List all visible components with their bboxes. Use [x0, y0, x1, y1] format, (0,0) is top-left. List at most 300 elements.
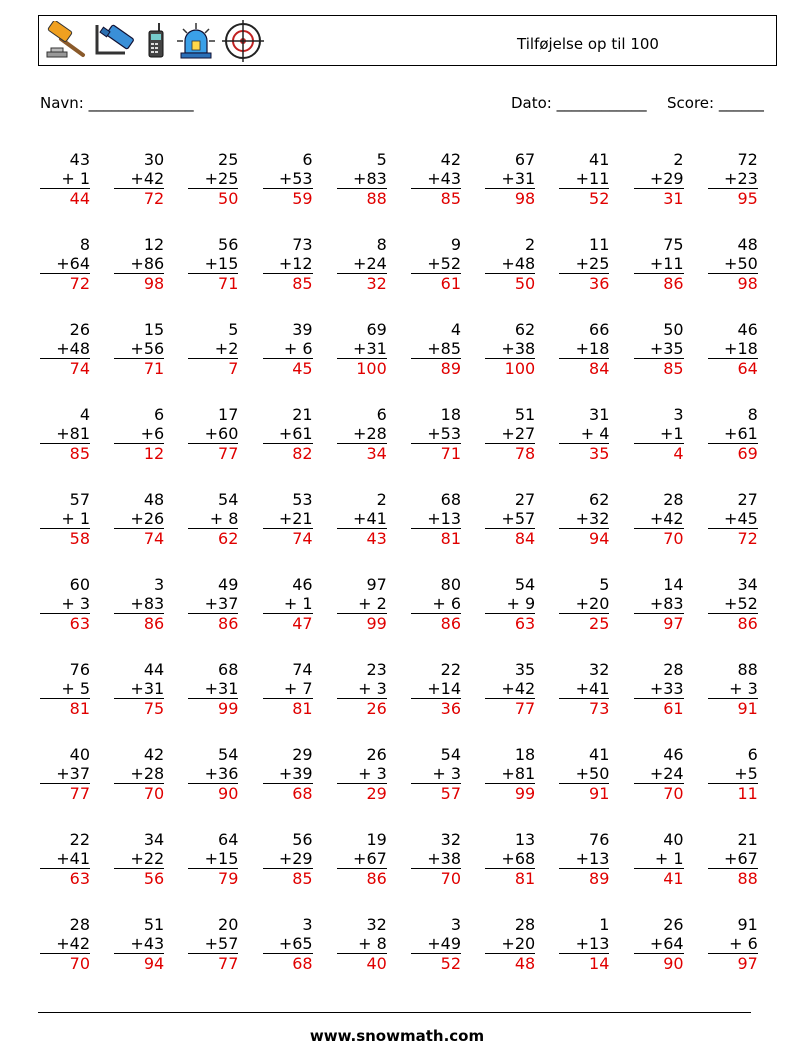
second-addend: +61	[263, 424, 313, 444]
answer: 25	[589, 614, 610, 633]
first-addend: 68	[440, 490, 461, 509]
second-addend: +86	[114, 254, 164, 274]
answer: 100	[504, 359, 536, 378]
answer: 41	[663, 869, 684, 888]
answer: 89	[440, 359, 461, 378]
addition-problem	[337, 575, 387, 633]
second-addend: +15	[188, 849, 238, 869]
first-addend: 54	[218, 490, 239, 509]
second-addend: +25	[559, 254, 609, 274]
first-addend: 80	[440, 575, 461, 594]
addition-problem	[188, 745, 238, 803]
first-addend: 3	[302, 915, 313, 934]
second-addend: +12	[263, 254, 313, 274]
addition-problem	[485, 235, 535, 293]
addition-problem	[634, 745, 684, 803]
answer: 99	[218, 699, 239, 718]
second-addend: +13	[559, 849, 609, 869]
addition-problem	[485, 320, 535, 378]
first-addend: 14	[663, 575, 684, 594]
addition-problem	[263, 320, 313, 378]
answer: 77	[514, 699, 536, 718]
addition-problem	[708, 490, 758, 548]
second-addend: +29	[263, 849, 313, 869]
addition-problem	[40, 830, 90, 888]
answer: 91	[737, 699, 758, 718]
answer: 72	[143, 189, 165, 208]
second-addend: +53	[263, 169, 313, 189]
addition-problem	[114, 660, 164, 718]
second-addend: +50	[559, 764, 609, 784]
first-addend: 21	[292, 405, 313, 424]
second-addend: +48	[40, 339, 90, 359]
answer: 56	[143, 869, 165, 888]
second-addend: + 8	[188, 509, 238, 529]
first-addend: 28	[663, 660, 684, 679]
second-addend: +24	[634, 764, 684, 784]
addition-problem	[708, 575, 758, 633]
first-addend: 50	[663, 320, 684, 339]
addition-problem	[708, 660, 758, 718]
answer: 94	[143, 954, 165, 973]
first-addend: 62	[589, 490, 610, 509]
first-addend: 46	[292, 575, 313, 594]
answer: 95	[737, 189, 758, 208]
second-addend: +31	[337, 339, 387, 359]
addition-problem	[485, 915, 535, 973]
first-addend: 97	[366, 575, 387, 594]
answer: 63	[514, 614, 536, 633]
answer: 32	[366, 274, 387, 293]
addition-problem	[188, 235, 238, 293]
addition-problem	[263, 405, 313, 463]
addition-problem	[634, 235, 684, 293]
addition-problem	[114, 745, 164, 803]
addition-problem	[188, 915, 238, 973]
second-addend: +64	[634, 934, 684, 954]
answer: 85	[292, 274, 313, 293]
first-addend: 75	[663, 235, 684, 254]
answer: 70	[663, 784, 684, 803]
second-addend: +81	[485, 764, 535, 784]
first-addend: 26	[366, 745, 387, 764]
answer: 82	[292, 444, 313, 463]
addition-problem	[634, 575, 684, 633]
answer: 63	[69, 869, 90, 888]
answer: 62	[218, 529, 239, 548]
addition-problem	[263, 660, 313, 718]
addition-problem	[40, 575, 90, 633]
addition-problem	[188, 490, 238, 548]
addition-problem	[559, 915, 609, 973]
addition-problem	[337, 915, 387, 973]
answer: 81	[514, 869, 536, 888]
first-addend: 26	[663, 915, 684, 934]
addition-problem	[559, 320, 609, 378]
addition-problem	[188, 150, 238, 208]
first-addend: 5	[599, 575, 610, 594]
answer: 59	[292, 189, 313, 208]
second-addend: + 3	[411, 764, 461, 784]
addition-problem	[263, 150, 313, 208]
second-addend: +57	[485, 509, 535, 529]
addition-problem	[708, 320, 758, 378]
addition-problem	[411, 745, 461, 803]
second-addend: + 1	[40, 169, 90, 189]
answer: 84	[514, 529, 536, 548]
second-addend: +65	[263, 934, 313, 954]
answer: 12	[143, 444, 165, 463]
second-addend: + 1	[40, 509, 90, 529]
second-addend: +42	[114, 169, 164, 189]
second-addend: +41	[559, 679, 609, 699]
first-addend: 54	[218, 745, 239, 764]
second-addend: +53	[411, 424, 461, 444]
addition-problem	[559, 490, 609, 548]
second-addend: +64	[40, 254, 90, 274]
answer: 77	[69, 784, 90, 803]
second-addend: +45	[708, 509, 758, 529]
first-addend: 48	[737, 235, 758, 254]
answer: 69	[737, 444, 758, 463]
first-addend: 2	[673, 150, 684, 169]
first-addend: 69	[366, 320, 387, 339]
answer: 50	[218, 189, 239, 208]
addition-problem	[559, 830, 609, 888]
addition-problem	[411, 490, 461, 548]
second-addend: +67	[708, 849, 758, 869]
second-addend: +38	[485, 339, 535, 359]
second-addend: +83	[634, 594, 684, 614]
second-addend: + 1	[634, 849, 684, 869]
second-addend: +61	[708, 424, 758, 444]
answer: 61	[440, 274, 461, 293]
answer: 74	[143, 529, 165, 548]
second-addend: +50	[708, 254, 758, 274]
first-addend: 5	[228, 320, 239, 339]
first-addend: 74	[292, 660, 313, 679]
first-addend: 76	[69, 660, 90, 679]
first-addend: 54	[514, 575, 536, 594]
answer: 50	[514, 274, 536, 293]
answer: 64	[737, 359, 758, 378]
answer: 88	[737, 869, 758, 888]
answer: 97	[737, 954, 758, 973]
second-addend: +18	[708, 339, 758, 359]
first-addend: 19	[366, 830, 387, 849]
addition-problem	[337, 490, 387, 548]
first-addend: 48	[143, 490, 165, 509]
answer: 52	[440, 954, 461, 973]
first-addend: 34	[737, 575, 758, 594]
first-addend: 6	[302, 150, 313, 169]
addition-problem	[634, 150, 684, 208]
first-addend: 9	[450, 235, 461, 254]
first-addend: 27	[514, 490, 536, 509]
first-addend: 23	[366, 660, 387, 679]
addition-problem	[634, 660, 684, 718]
addition-problem	[559, 575, 609, 633]
first-addend: 54	[440, 745, 461, 764]
second-addend: +29	[634, 169, 684, 189]
addition-problem	[485, 490, 535, 548]
addition-problem	[40, 150, 90, 208]
answer: 97	[663, 614, 684, 633]
answer: 86	[737, 614, 758, 633]
second-addend: +60	[188, 424, 238, 444]
second-addend: +39	[263, 764, 313, 784]
second-addend: + 2	[337, 594, 387, 614]
first-addend: 46	[663, 745, 684, 764]
first-addend: 42	[440, 150, 461, 169]
answer: 47	[292, 614, 313, 633]
addition-problem	[634, 915, 684, 973]
crosshair-icon	[221, 19, 265, 63]
second-addend: +31	[485, 169, 535, 189]
addition-problem	[263, 575, 313, 633]
answer: 48	[514, 954, 536, 973]
first-addend: 51	[143, 915, 165, 934]
first-addend: 30	[143, 150, 165, 169]
answer: 71	[218, 274, 239, 293]
addition-problem	[188, 660, 238, 718]
second-addend: +20	[559, 594, 609, 614]
second-addend: + 1	[263, 594, 313, 614]
answer: 63	[69, 614, 90, 633]
addition-problem	[188, 320, 238, 378]
footer-divider	[38, 1012, 751, 1013]
first-addend: 67	[514, 150, 536, 169]
answer: 81	[292, 699, 313, 718]
second-addend: + 8	[337, 934, 387, 954]
answer: 70	[69, 954, 90, 973]
second-addend: + 6	[708, 934, 758, 954]
addition-problem	[485, 660, 535, 718]
first-addend: 35	[514, 660, 536, 679]
addition-problem	[411, 830, 461, 888]
answer: 4	[673, 444, 684, 463]
answer: 99	[514, 784, 536, 803]
first-addend: 20	[218, 915, 239, 934]
first-addend: 56	[218, 235, 239, 254]
answer: 71	[143, 359, 165, 378]
second-addend: +27	[485, 424, 535, 444]
second-addend: +26	[114, 509, 164, 529]
addition-problem	[188, 830, 238, 888]
first-addend: 28	[663, 490, 684, 509]
second-addend: +49	[411, 934, 461, 954]
answer: 61	[663, 699, 684, 718]
second-addend: + 3	[337, 764, 387, 784]
first-addend: 28	[69, 915, 90, 934]
addition-problem	[337, 150, 387, 208]
second-addend: +42	[485, 679, 535, 699]
second-addend: +6	[114, 424, 164, 444]
addition-problem	[40, 490, 90, 548]
first-addend: 4	[79, 405, 90, 424]
first-addend: 40	[69, 745, 90, 764]
first-addend: 42	[143, 745, 165, 764]
second-addend: +1	[634, 424, 684, 444]
first-addend: 8	[79, 235, 90, 254]
answer: 29	[366, 784, 387, 803]
answer: 26	[366, 699, 387, 718]
addition-problem	[40, 660, 90, 718]
answer: 85	[69, 444, 90, 463]
second-addend: +32	[559, 509, 609, 529]
second-addend: +67	[337, 849, 387, 869]
addition-problem	[40, 915, 90, 973]
first-addend: 15	[143, 320, 165, 339]
second-addend: +37	[40, 764, 90, 784]
first-addend: 22	[69, 830, 90, 849]
answer: 90	[663, 954, 684, 973]
first-addend: 41	[589, 745, 610, 764]
answer: 70	[440, 869, 461, 888]
answer: 43	[366, 529, 387, 548]
addition-problem	[337, 830, 387, 888]
answer: 45	[292, 359, 313, 378]
second-addend: +23	[708, 169, 758, 189]
first-addend: 22	[440, 660, 461, 679]
first-addend: 8	[747, 405, 758, 424]
first-addend: 21	[737, 830, 758, 849]
second-addend: +43	[411, 169, 461, 189]
addition-problem	[559, 405, 609, 463]
icon-strip	[43, 18, 265, 64]
answer: 98	[143, 274, 165, 293]
first-addend: 44	[143, 660, 165, 679]
answer: 81	[440, 529, 461, 548]
second-addend: +56	[114, 339, 164, 359]
second-addend: +5	[708, 764, 758, 784]
addition-problem	[40, 235, 90, 293]
addition-problem	[708, 830, 758, 888]
first-addend: 64	[218, 830, 239, 849]
gavel-icon	[43, 21, 87, 61]
answer: 70	[663, 529, 684, 548]
first-addend: 26	[69, 320, 90, 339]
second-addend: +33	[634, 679, 684, 699]
first-addend: 4	[450, 320, 461, 339]
addition-problem	[559, 660, 609, 718]
addition-problem	[485, 575, 535, 633]
second-addend: + 7	[263, 679, 313, 699]
first-addend: 1	[599, 915, 610, 934]
second-addend: +43	[114, 934, 164, 954]
addition-problem	[114, 915, 164, 973]
second-addend: + 6	[263, 339, 313, 359]
first-addend: 6	[747, 745, 758, 764]
first-addend: 8	[376, 235, 387, 254]
second-addend: + 5	[40, 679, 90, 699]
addition-problem	[634, 320, 684, 378]
second-addend: +41	[337, 509, 387, 529]
first-addend: 2	[525, 235, 536, 254]
second-addend: +20	[485, 934, 535, 954]
answer: 98	[737, 274, 758, 293]
addition-problem	[114, 235, 164, 293]
addition-problem	[708, 235, 758, 293]
answer: 75	[143, 699, 165, 718]
answer: 86	[440, 614, 461, 633]
addition-problem	[411, 150, 461, 208]
first-addend: 66	[589, 320, 610, 339]
date-field-label: Dato: ____________	[511, 94, 647, 112]
first-addend: 12	[143, 235, 165, 254]
addition-problem	[337, 405, 387, 463]
addition-problem	[708, 405, 758, 463]
answer: 88	[366, 189, 387, 208]
first-addend: 88	[737, 660, 758, 679]
addition-problem	[708, 150, 758, 208]
first-addend: 3	[673, 405, 684, 424]
first-addend: 49	[218, 575, 239, 594]
second-addend: +31	[114, 679, 164, 699]
addition-problem	[411, 575, 461, 633]
first-addend: 3	[450, 915, 461, 934]
first-addend: 5	[376, 150, 387, 169]
first-addend: 11	[589, 235, 610, 254]
addition-problem	[485, 745, 535, 803]
second-addend: +18	[559, 339, 609, 359]
first-addend: 41	[589, 150, 610, 169]
addition-problem	[263, 490, 313, 548]
answer: 94	[589, 529, 610, 548]
first-addend: 17	[218, 405, 239, 424]
addition-problem	[263, 235, 313, 293]
answer: 34	[366, 444, 387, 463]
second-addend: +15	[188, 254, 238, 274]
addition-problem	[114, 405, 164, 463]
answer: 84	[589, 359, 610, 378]
answer: 78	[514, 444, 536, 463]
first-addend: 32	[440, 830, 461, 849]
answer: 81	[69, 699, 90, 718]
answer: 36	[589, 274, 610, 293]
answer: 86	[143, 614, 165, 633]
walkie-talkie-icon	[141, 21, 171, 61]
second-addend: +35	[634, 339, 684, 359]
addition-problem	[114, 490, 164, 548]
answer: 40	[366, 954, 387, 973]
first-addend: 91	[737, 915, 758, 934]
second-addend: +28	[114, 764, 164, 784]
second-addend: + 4	[559, 424, 609, 444]
second-addend: +21	[263, 509, 313, 529]
second-addend: + 9	[485, 594, 535, 614]
addition-problem	[337, 745, 387, 803]
second-addend: +13	[411, 509, 461, 529]
answer: 58	[69, 529, 90, 548]
second-addend: +11	[634, 254, 684, 274]
second-addend: +41	[40, 849, 90, 869]
first-addend: 32	[366, 915, 387, 934]
second-addend: +36	[188, 764, 238, 784]
answer: 57	[440, 784, 461, 803]
answer: 36	[440, 699, 461, 718]
addition-problem	[263, 830, 313, 888]
answer: 79	[218, 869, 239, 888]
first-addend: 3	[154, 575, 165, 594]
first-addend: 56	[292, 830, 313, 849]
addition-problem	[411, 915, 461, 973]
first-addend: 76	[589, 830, 610, 849]
answer: 100	[356, 359, 387, 378]
first-addend: 13	[514, 830, 536, 849]
second-addend: +24	[337, 254, 387, 274]
second-addend: +2	[188, 339, 238, 359]
